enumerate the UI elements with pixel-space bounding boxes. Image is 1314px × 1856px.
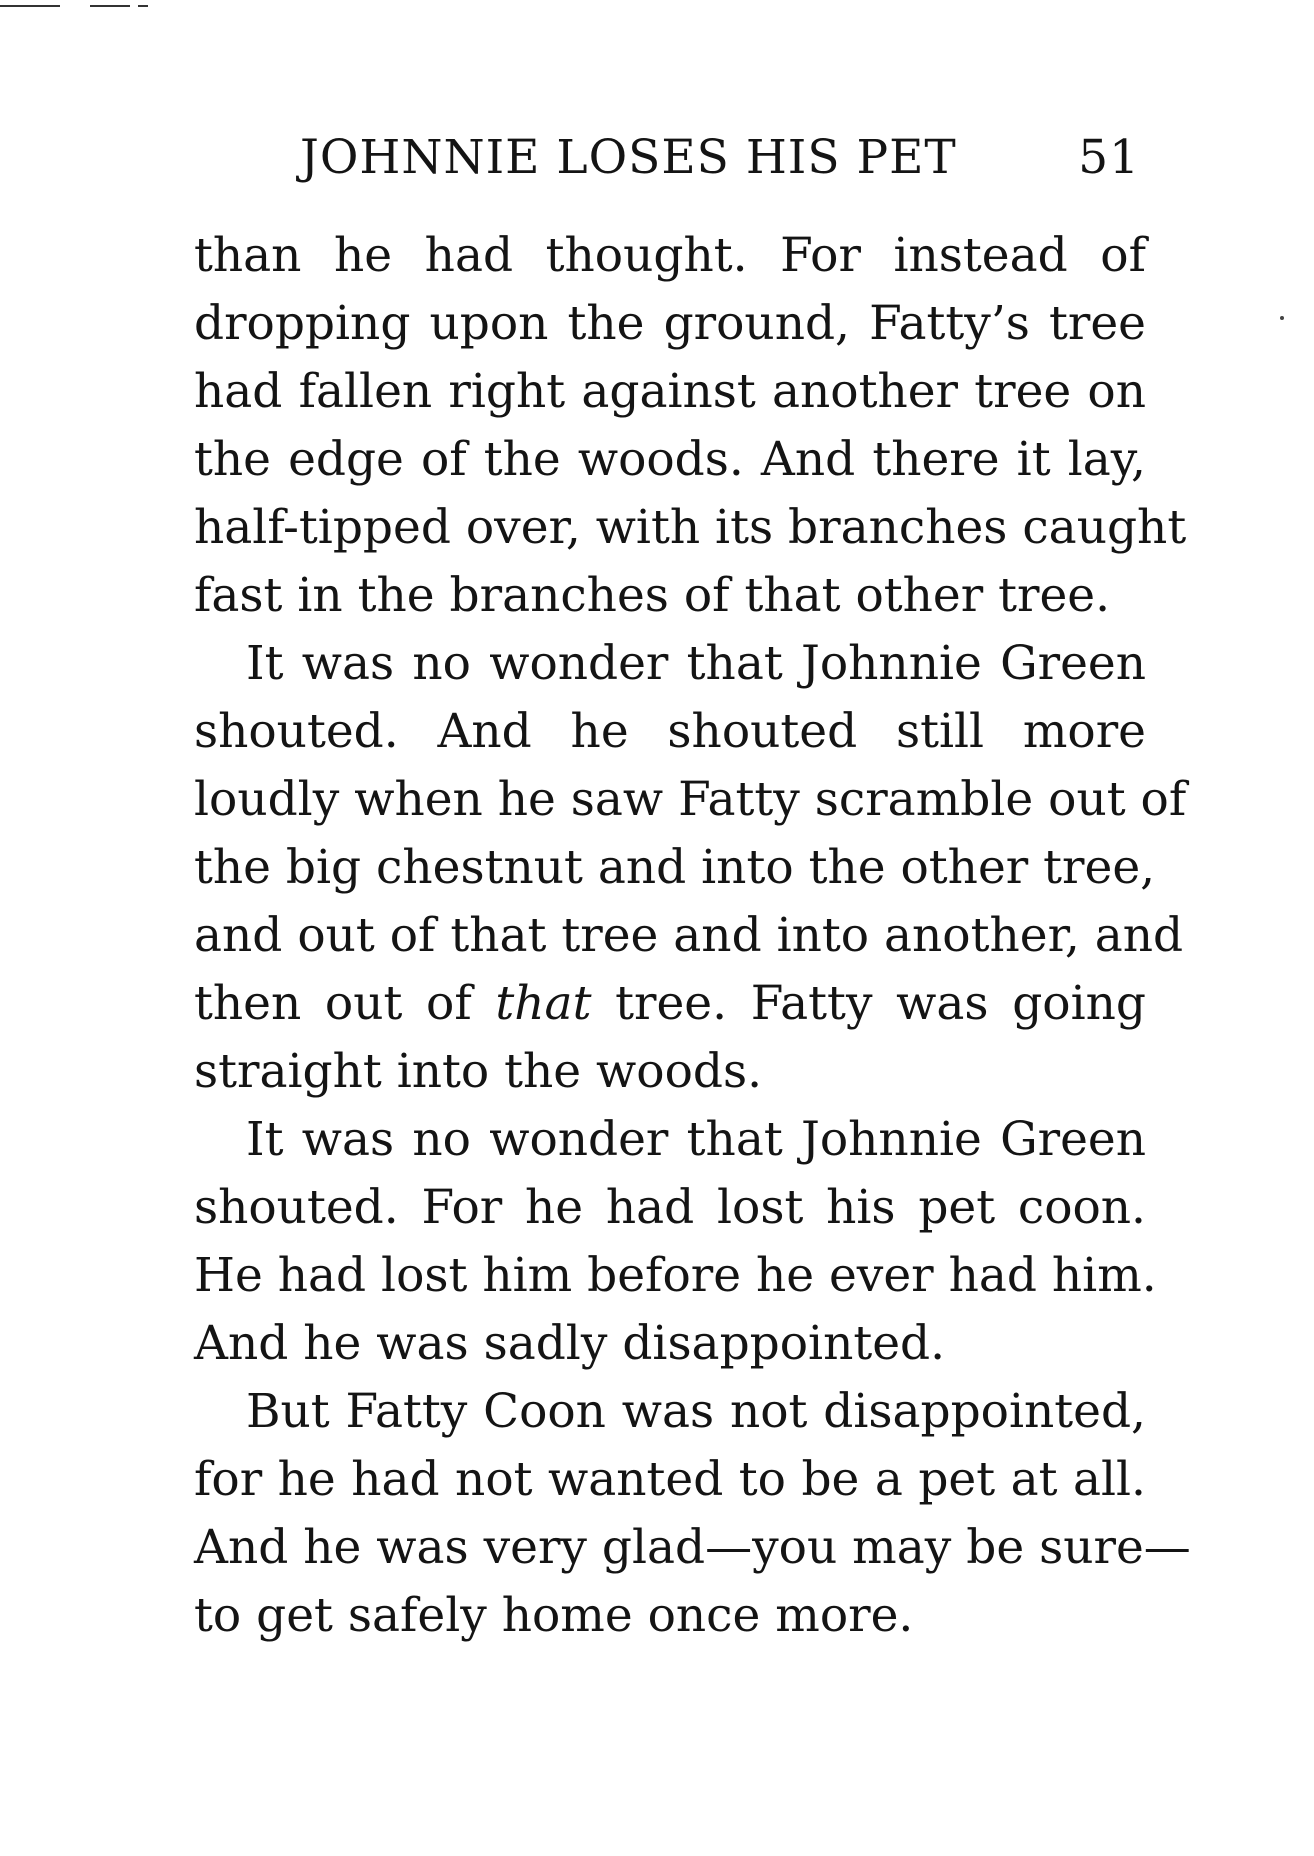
text-line: and out of that tree and into another, and [194,908,1184,963]
text-line: shouted. For he had lost his pet coon. [194,1180,1146,1235]
text-span: then out of [194,976,472,1031]
text-line: shouted. And he shouted still more [194,704,1146,759]
text-line: loudly when he saw Fatty scramble out of [194,772,1187,827]
text-line: And he was very glad—you may be sure— [194,1520,1191,1575]
paragraph-4 [194,1378,1191,1650]
chapter-title: JOHNNIE LOSES HIS PET [300,130,957,185]
text-line: dropping upon the ground, Fatty’s tree [194,296,1146,351]
text-line: It was no wonder that Johnnie Green [246,636,1146,691]
text-line: the edge of the woods. And there it lay, [194,432,1146,487]
text-line: half-tipped over, with its branches caught [194,500,1187,555]
text-line: straight into the woods. [194,1044,763,1099]
body-text [194,222,1191,1650]
text-line: had fallen right against another tree on [194,364,1146,419]
text-span: tree. Fatty was going [615,976,1146,1031]
text-line: And he was sadly disappointed. [194,1316,946,1371]
text-line: It was no wonder that Johnnie Green [246,1112,1146,1167]
text-line: for he had not wanted to be a pet at all. [194,1452,1146,1507]
paragraph-1 [194,222,1187,630]
scan-edge-marks [0,0,160,12]
italic-word: that [495,976,592,1031]
text-line-with-italic [194,970,1146,1038]
paragraph-3 [194,1106,1157,1378]
text-line: the big chestnut and into the other tree, [194,840,1156,895]
text-line: than he had thought. For instead of [194,228,1146,283]
page-number: 51 [1078,130,1140,185]
paragraph-2 [194,630,1187,1106]
stray-ink-dot [1280,316,1284,320]
running-header [300,128,1140,188]
text-line: He had lost him before he ever had him. [194,1248,1157,1303]
text-line: fast in the branches of that other tree. [194,568,1111,623]
text-line: But Fatty Coon was not disappointed, [246,1384,1146,1439]
text-line: to get safely home once more. [194,1588,914,1643]
